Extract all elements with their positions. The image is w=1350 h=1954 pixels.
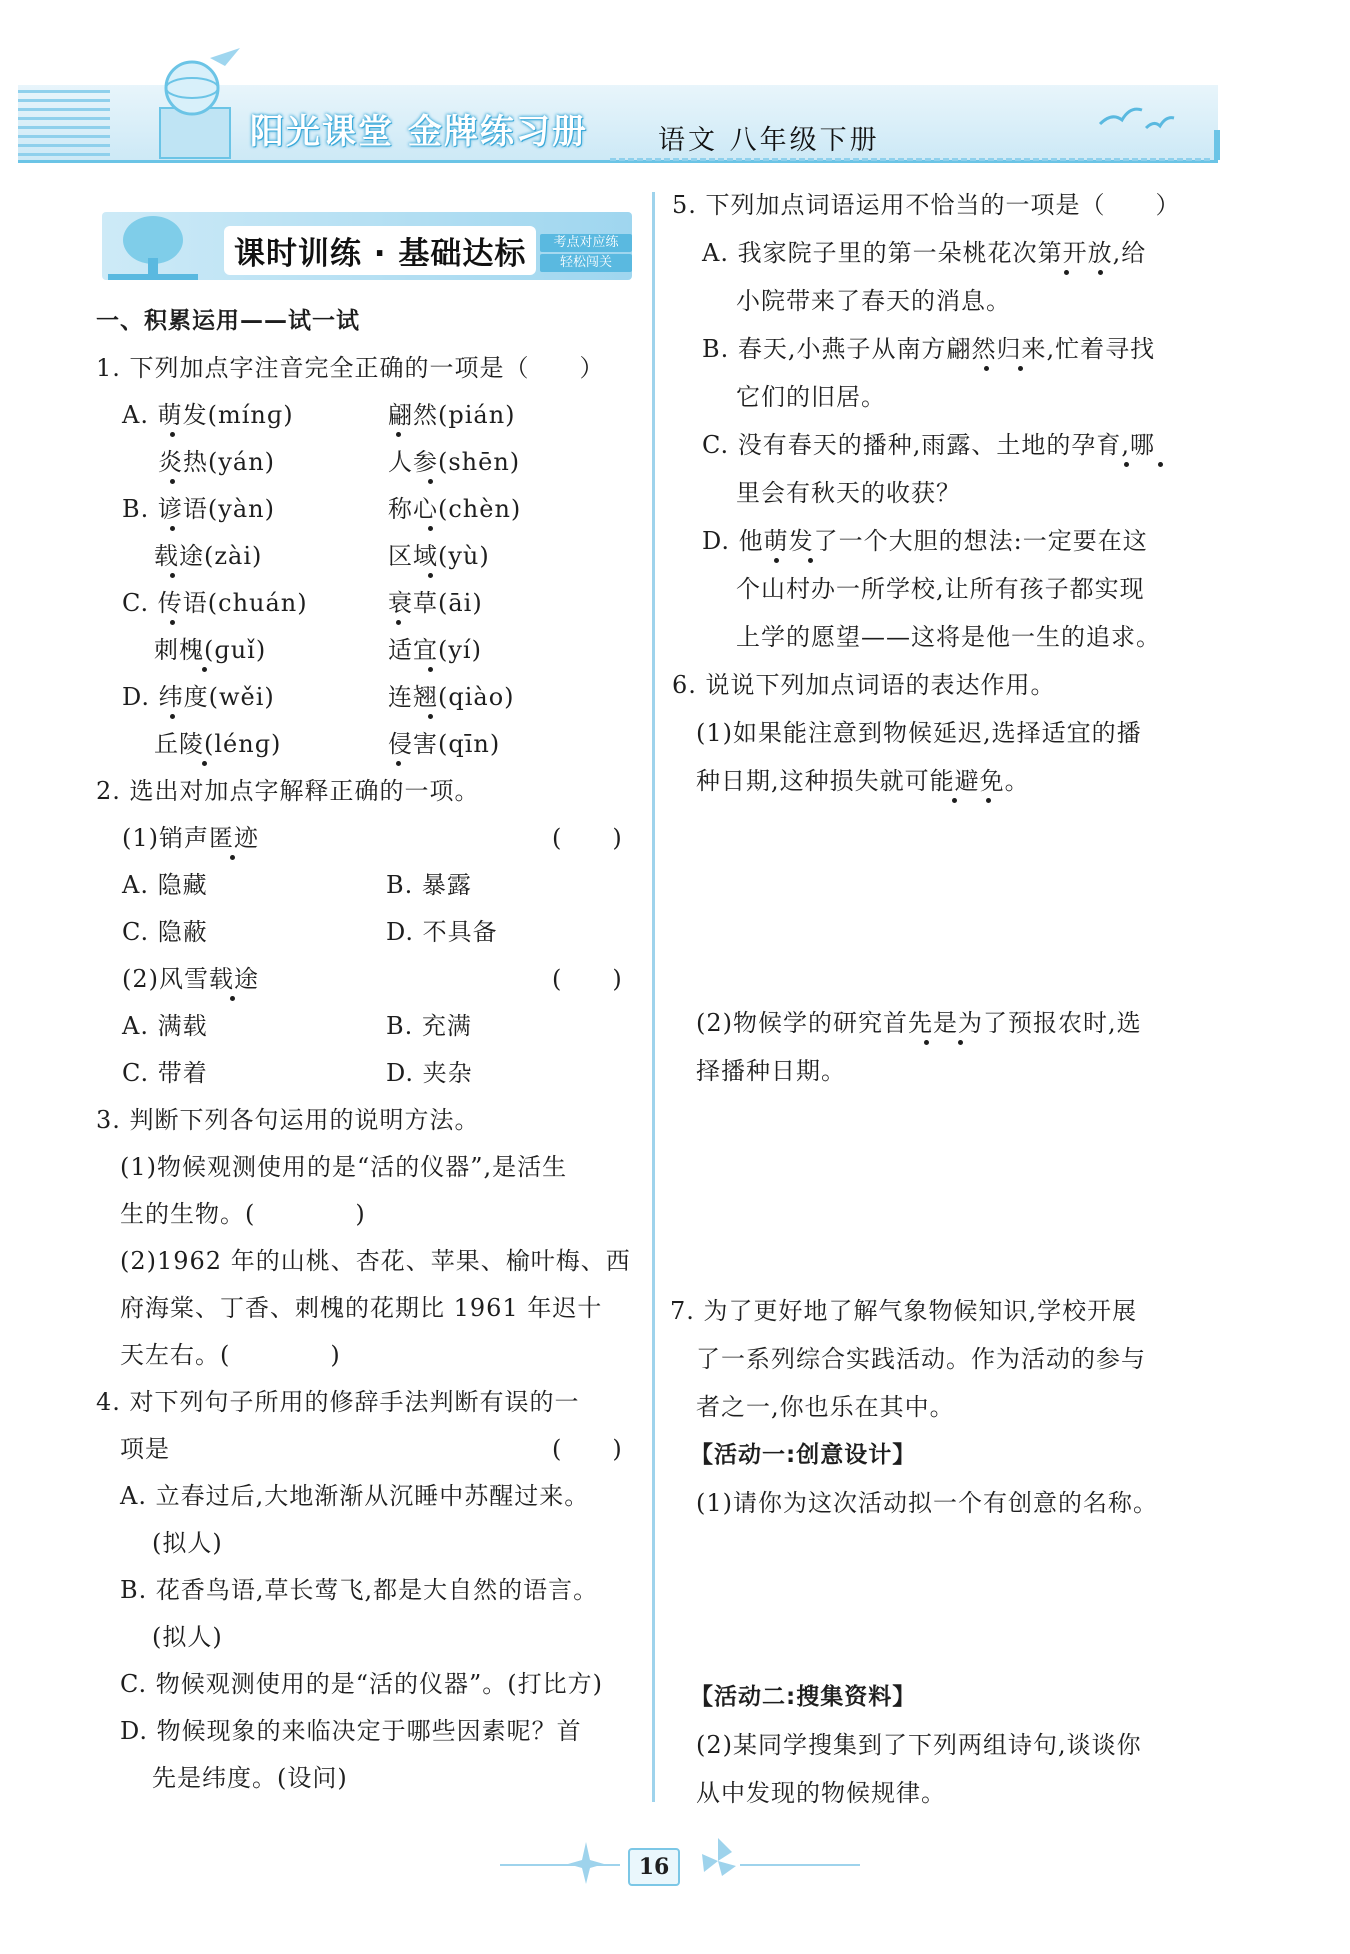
column-divider: [652, 192, 655, 1802]
q2-sub1-c: C. 隐蔽: [122, 918, 208, 946]
q5-stem: 5. 下列加点词语运用不恰当的一项是（ ）: [672, 191, 1181, 219]
q2-sub2-d: D. 夹杂: [386, 1059, 473, 1087]
q1-option-b1: B. 谚语(yàn): [122, 495, 275, 523]
q4-paren: ( ): [552, 1435, 623, 1463]
q3-line3: (2)1962 年的山桃、杏花、苹果、榆叶梅、西: [120, 1247, 631, 1275]
q1-option-b4: 区域(yù): [388, 542, 490, 570]
q4-option-d: D. 物候现象的来临决定于哪些因素呢？首: [120, 1717, 582, 1745]
activity-one-question: (1)请你为这次活动拟一个有创意的名称。: [696, 1489, 1158, 1517]
q2-sub1-a: A. 隐藏: [122, 871, 208, 899]
emphasis-dot: [952, 798, 957, 803]
q4-option-b: B. 花香鸟语,草长莺飞,都是大自然的语言。: [120, 1576, 599, 1604]
q4-stem-line1: 4. 对下列句子所用的修辞手法判断有误的一: [96, 1388, 580, 1416]
emphasis-dot: [984, 366, 989, 371]
emphasis-dot: [1018, 366, 1023, 371]
q1-option-a4: 人参(shēn): [388, 448, 521, 476]
emphasis-dot: [428, 573, 433, 578]
emphasis-dot: [428, 667, 433, 672]
emphasis-dot: [1064, 270, 1069, 275]
emphasis-dot: [774, 558, 779, 563]
q7-line2: 了一系列综合实践活动。作为活动的参与: [696, 1345, 1146, 1373]
emphasis-dot: [170, 432, 175, 437]
q4-stem-line2: 项是: [120, 1435, 170, 1463]
section-title: 课时训练 · 基础达标: [224, 226, 536, 275]
emphasis-dot: [230, 996, 235, 1001]
q5-option-c-cont: 里会有秋天的收获？: [736, 479, 961, 507]
emphasis-dot: [1098, 270, 1103, 275]
q4-option-b-note: (拟人): [152, 1623, 223, 1651]
footer-wing-right: [740, 1864, 860, 1866]
q6-sub1-line2: 种日期,这种损失就可能避免。: [696, 767, 1030, 795]
q6-sub2-line1: (2)物候学的研究首先是为了预报农时,选: [696, 1009, 1142, 1037]
emphasis-dot: [924, 1040, 929, 1045]
emphasis-dot: [958, 1040, 963, 1045]
emphasis-dot: [1124, 462, 1129, 467]
footer-sparkle-icon: [566, 1838, 606, 1888]
section-heading: 一、积累运用——试一试: [96, 308, 360, 334]
q2-sub2-a: A. 满载: [122, 1012, 208, 1040]
footer-pinwheel-icon: [698, 1836, 738, 1886]
emphasis-dot: [1158, 462, 1163, 467]
q1-option-d1: D. 纬度(wěi): [122, 683, 275, 711]
section-tag-line2: 轻松闯关: [540, 254, 632, 272]
section-tag: [540, 234, 632, 274]
header-dashed-line: [610, 158, 1210, 161]
q3-line1: (1)物候观测使用的是“活的仪器”,是活生: [120, 1153, 568, 1181]
emphasis-dot: [808, 558, 813, 563]
emphasis-dot: [396, 432, 401, 437]
emphasis-dot: [202, 761, 207, 766]
emphasis-dot: [170, 714, 175, 719]
emphasis-dot: [428, 526, 433, 531]
emphasis-dot: [986, 798, 991, 803]
emphasis-dot: [396, 620, 401, 625]
q3-stem: 3. 判断下列各句运用的说明方法。: [96, 1106, 480, 1134]
q1-option-a1: A. 萌发(mínɡ): [122, 401, 294, 429]
section-tag-line1: 考点对应练: [540, 234, 632, 252]
q7-line1: 7. 为了更好地了解气象物候知识,学校开展: [670, 1297, 1138, 1325]
q4-option-d-cont: 先是纬度。(设问): [152, 1764, 348, 1792]
q1-option-b3: 载途(zài): [154, 542, 263, 570]
q2-sub1-d: D. 不具备: [386, 918, 498, 946]
birds-icon: [1098, 98, 1178, 138]
q1-option-c3: 刺槐(ɡuǐ): [154, 636, 267, 664]
q5-option-b-cont: 它们的旧居。: [736, 383, 886, 411]
activity-two-question-line2: 从中发现的物候规律。: [696, 1779, 946, 1807]
q1-option-c2: 衰草(āi): [388, 589, 483, 617]
emphasis-dot: [170, 479, 175, 484]
page-number: 16: [628, 1848, 680, 1886]
q6-sub2-line2: 择播种日期。: [696, 1057, 846, 1085]
q2-sub2-c: C. 带着: [122, 1059, 208, 1087]
emphasis-dot: [230, 855, 235, 860]
q1-option-c1: C. 传语(chuán): [122, 589, 308, 617]
q1-option-a3: 炎热(yán): [158, 448, 276, 476]
series-title: 阳光课堂 金牌练习册: [250, 112, 588, 152]
q1-option-d4: 侵害(qīn): [388, 730, 501, 758]
q1-option-c4: 适宜(yí): [388, 636, 482, 664]
q5-option-b: B. 春天,小燕子从南方翩然归来,忙着寻找: [702, 335, 1156, 363]
emphasis-dot: [170, 620, 175, 625]
q2-sub2-paren: ( ): [552, 965, 623, 993]
q5-option-d-cont1: 个山村办一所学校,让所有孩子都实现: [736, 575, 1145, 603]
q3-line5: 天左右。( ): [120, 1341, 341, 1369]
q2-sub2-b: B. 充满: [386, 1012, 472, 1040]
q5-option-a-cont: 小院带来了春天的消息。: [736, 287, 1011, 315]
q1-option-b2: 称心(chèn): [388, 495, 522, 523]
q5-option-a: A. 我家院子里的第一朵桃花次第开放,给: [702, 239, 1147, 267]
activity-one-heading: 【活动一:创意设计】: [690, 1442, 917, 1468]
q2-sub1-paren: ( ): [552, 824, 623, 852]
q5-option-c: C. 没有春天的播种,雨露、土地的孕育,哪: [702, 431, 1156, 459]
emphasis-dot: [170, 526, 175, 531]
q1-option-d3: 丘陵(lénɡ): [154, 730, 282, 758]
q6-stem: 6. 说说下列加点词语的表达作用。: [672, 671, 1056, 699]
q4-option-c: C. 物候观测使用的是“活的仪器”。(打比方): [120, 1670, 604, 1698]
tree-icon: [108, 210, 198, 282]
q2-sub1-b: B. 暴露: [386, 871, 472, 899]
emphasis-dot: [202, 667, 207, 672]
q1-option-d2: 连翘(qiào): [388, 683, 515, 711]
q4-option-a-note: (拟人): [152, 1529, 223, 1557]
subject-grade: 语文 八年级下册: [658, 125, 880, 156]
q2-stem: 2. 选出对加点字解释正确的一项。: [96, 777, 480, 805]
q1-option-a2: 翩然(pián): [388, 401, 516, 429]
globe-logo-icon: [140, 48, 250, 160]
header-stripes: [18, 90, 110, 158]
emphasis-dot: [428, 714, 433, 719]
q5-option-d: D. 他萌发了一个大胆的想法:一定要在这: [702, 527, 1148, 555]
q4-option-a: A. 立春过后,大地渐渐从沉睡中苏醒过来。: [120, 1482, 590, 1510]
activity-two-heading: 【活动二:搜集资料】: [690, 1684, 917, 1710]
emphasis-dot: [396, 761, 401, 766]
q2-sub2: (2)风雪载途: [122, 965, 259, 993]
q1-stem: 1. 下列加点字注音完全正确的一项是（ ）: [96, 354, 605, 382]
emphasis-dot: [428, 479, 433, 484]
header-endcap: [1214, 130, 1220, 160]
q5-option-d-cont2: 上学的愿望——这将是他一生的追求。: [736, 623, 1161, 651]
q7-line3: 者之一,你也乐在其中。: [696, 1393, 955, 1421]
q6-sub1-line1: (1)如果能注意到物候延迟,选择适宜的播: [696, 719, 1142, 747]
emphasis-dot: [170, 573, 175, 578]
q3-line4: 府海棠、丁香、刺槐的花期比 1961 年迟十: [120, 1294, 603, 1322]
q2-sub1: (1)销声匿迹: [122, 824, 259, 852]
activity-two-question-line1: (2)某同学搜集到了下列两组诗句,谈谈你: [696, 1731, 1142, 1759]
q3-line2: 生的生物。( ): [120, 1200, 366, 1228]
